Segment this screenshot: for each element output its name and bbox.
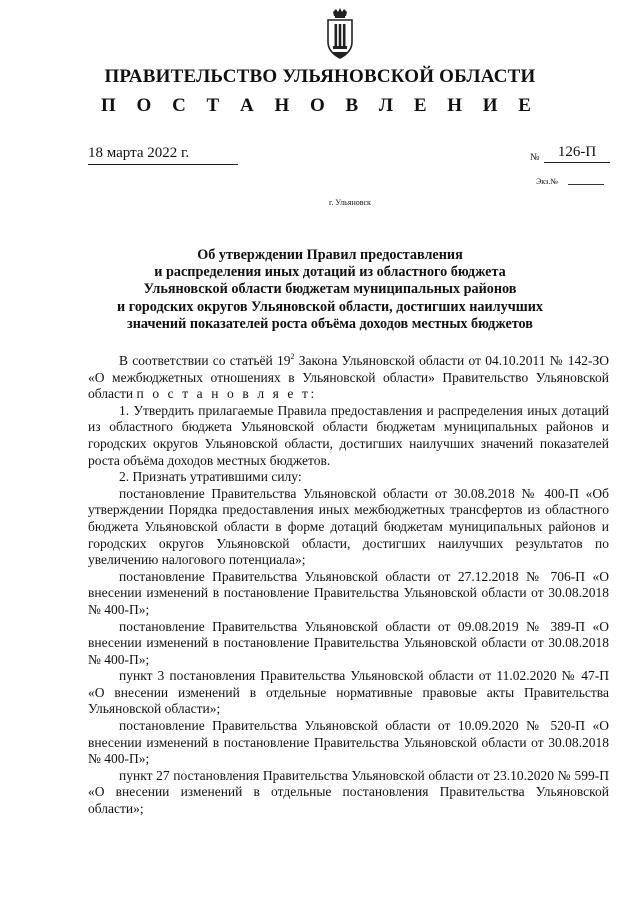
decree-word: п о с т а н о в л я е т <box>136 386 311 402</box>
document-date: 18 марта 2022 г. <box>88 145 238 165</box>
body-paragraph: постановление Правительства Ульяновской области от 10.09.2020 № 520-П «О внесении изменений в постановление Правительства Ульяновской области от 30.08.2018 № 400-П»; <box>88 718 609 767</box>
preamble-end: : <box>310 386 315 402</box>
body-paragraph: постановление Правительства Ульяновской области от 09.08.2019 № 389-П «О внесении изменений в постановление Правительства Ульяновской области от 30.08.2018 № 400-П»; <box>88 618 609 667</box>
document-type: П О С Т А Н О В Л Е Н И Е <box>101 95 539 116</box>
body-paragraph: пункт 27 постановления Правительства Ульяновской области от 23.10.2020 № 599-П «О внесении изменений в отдельные постановления Правительства Ульяновской области»; <box>88 767 609 817</box>
preamble-paragraph <box>88 353 609 403</box>
title-line: и городских округов Ульяновской области, достигших наилучших <box>117 298 543 315</box>
government-name: ПРАВИТЕЛЬСТВО УЛЬЯНОВСКОЙ ОБЛАСТИ <box>104 66 536 87</box>
title-line: и распределения иных дотаций из областного бюджета <box>154 264 506 281</box>
body-paragraph: 1. Утвердить прилагаемые Правила предоставления и распределения иных дотаций из областного бюджета Ульяновской области бюджетам муниципальных районов и городских округов Ульяновской области, достигших наилучших значений показателей роста объёма доходов местных бюджетов. <box>88 402 609 468</box>
title-line: значений показателей роста объёма доходов местных бюджетов <box>127 315 533 332</box>
document-body <box>88 353 609 818</box>
coat-of-arms-icon <box>325 8 355 60</box>
copy-number-line <box>568 184 604 185</box>
body-paragraph: постановление Правительства Ульяновской области от 27.12.2018 № 706-П «О внесении изменений в постановление Правительства Ульяновской области от 30.08.2018 № 400-П»; <box>88 568 609 617</box>
body-paragraph: постановление Правительства Ульяновской области от 30.08.2018 № 400-П «Об утверждении Порядка предоставления иных межбюджетных трансфертов из областного бюджета Ульяновской области в форме дотаций бюджетам муниципальных районов и городских округов Ульяновской области, достигших наилучших результатов по увеличению налогового потенциала»; <box>88 485 609 568</box>
document-number: 126-П <box>544 144 610 163</box>
copy-number-label: Экз.№ <box>536 177 558 186</box>
body-paragraph: пункт 3 постановления Правительства Ульяновской области от 11.02.2020 № 47-П «О внесении изменений в отдельные нормативные правовые акты Правительства Ульяновской области»; <box>88 668 609 717</box>
preamble-text: В соответствии со статьёй 19 <box>119 353 291 368</box>
article-superscript: 2 <box>290 352 295 361</box>
title-line: Об утверждении Правил предоставления <box>197 247 463 263</box>
number-label: № <box>530 152 540 163</box>
title-line: Ульяновской области бюджетам муниципальных районов <box>143 281 517 298</box>
body-paragraph: 2. Признать утратившими силу: <box>119 469 302 485</box>
preamble-text: Закона Ульяновской области от 04.10.2011 № 142-ЗО «О межбюджетных отношениях в Ульяновской области» Правительство Ульяновской области <box>88 353 609 402</box>
city: г. Ульяновск <box>329 198 371 207</box>
document-title <box>90 247 570 333</box>
